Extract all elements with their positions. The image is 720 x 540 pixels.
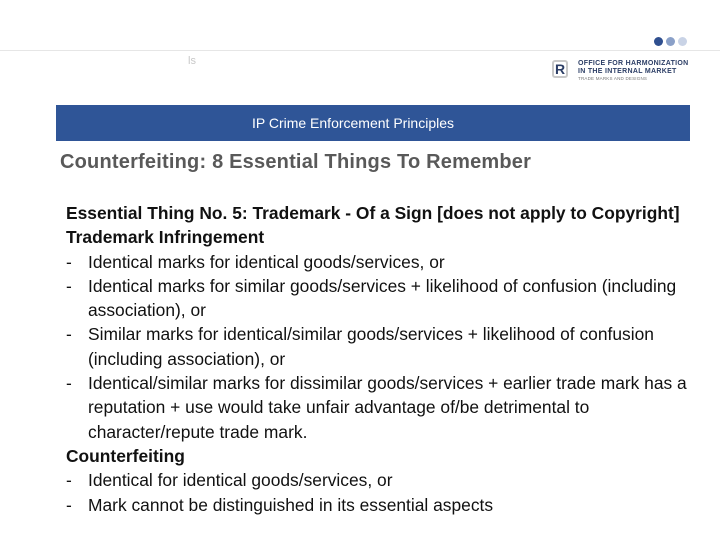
bullet-text: Identical marks for identical goods/services, or bbox=[88, 251, 445, 272]
slide-nav-dots bbox=[654, 37, 687, 46]
bullet-item bbox=[61, 468, 706, 492]
bullet-text: Similar marks for identical/similar goods/services + likelihood of confusion (including association), or bbox=[88, 324, 654, 369]
section-banner bbox=[56, 105, 690, 141]
ohim-logo-icon: R bbox=[552, 60, 570, 80]
bullet-item bbox=[61, 322, 706, 371]
bullet-dash: - bbox=[66, 373, 72, 394]
ohim-logo bbox=[552, 55, 692, 85]
header-divider bbox=[0, 50, 720, 51]
body-heading: Essential Thing No. 5: Trademark - Of a Sign [does not apply to Copyright] bbox=[66, 203, 680, 223]
bullet-text: Mark cannot be distinguished in its essential aspects bbox=[88, 494, 494, 515]
bullet-item bbox=[61, 493, 706, 517]
bullet-text: Identical marks for similar goods/services + likelihood of confusion (including association), or bbox=[88, 275, 677, 321]
bullet-text: Identical/similar marks for dissimilar goods/services + earlier trade mark has a reputation + use would take unfair advantage of/be detrimental to character/repute trade mark. bbox=[88, 373, 687, 442]
nav-dot bbox=[666, 37, 675, 46]
bullet-item bbox=[61, 274, 706, 323]
banner-text: IP Crime Enforcement Principles bbox=[251, 115, 455, 131]
bullet-item bbox=[61, 250, 706, 274]
ohim-logo-text: OFFICE FOR HARMONIZATION IN THE INTERNAL MARKET TRADE MARKS AND DESIGNS bbox=[578, 59, 689, 81]
bullet-text: Identical for identical goods/services, or bbox=[88, 470, 393, 491]
bullet-item bbox=[61, 371, 706, 444]
faded-header-label: ls bbox=[188, 55, 196, 67]
nav-dot bbox=[678, 37, 687, 46]
bullet-dash: - bbox=[66, 275, 72, 296]
bullet-dash: - bbox=[66, 324, 72, 345]
nav-dot bbox=[654, 37, 663, 46]
body-heading: Counterfeiting bbox=[66, 445, 185, 466]
slide-title: Counterfeiting: 8 Essential Things To Remember bbox=[60, 151, 532, 173]
bullet-dash: - bbox=[66, 470, 72, 491]
body-heading: Trademark Infringement bbox=[66, 227, 265, 248]
bullet-dash: - bbox=[66, 494, 72, 515]
bullet-dash: - bbox=[66, 251, 72, 272]
slide-body bbox=[66, 201, 706, 517]
